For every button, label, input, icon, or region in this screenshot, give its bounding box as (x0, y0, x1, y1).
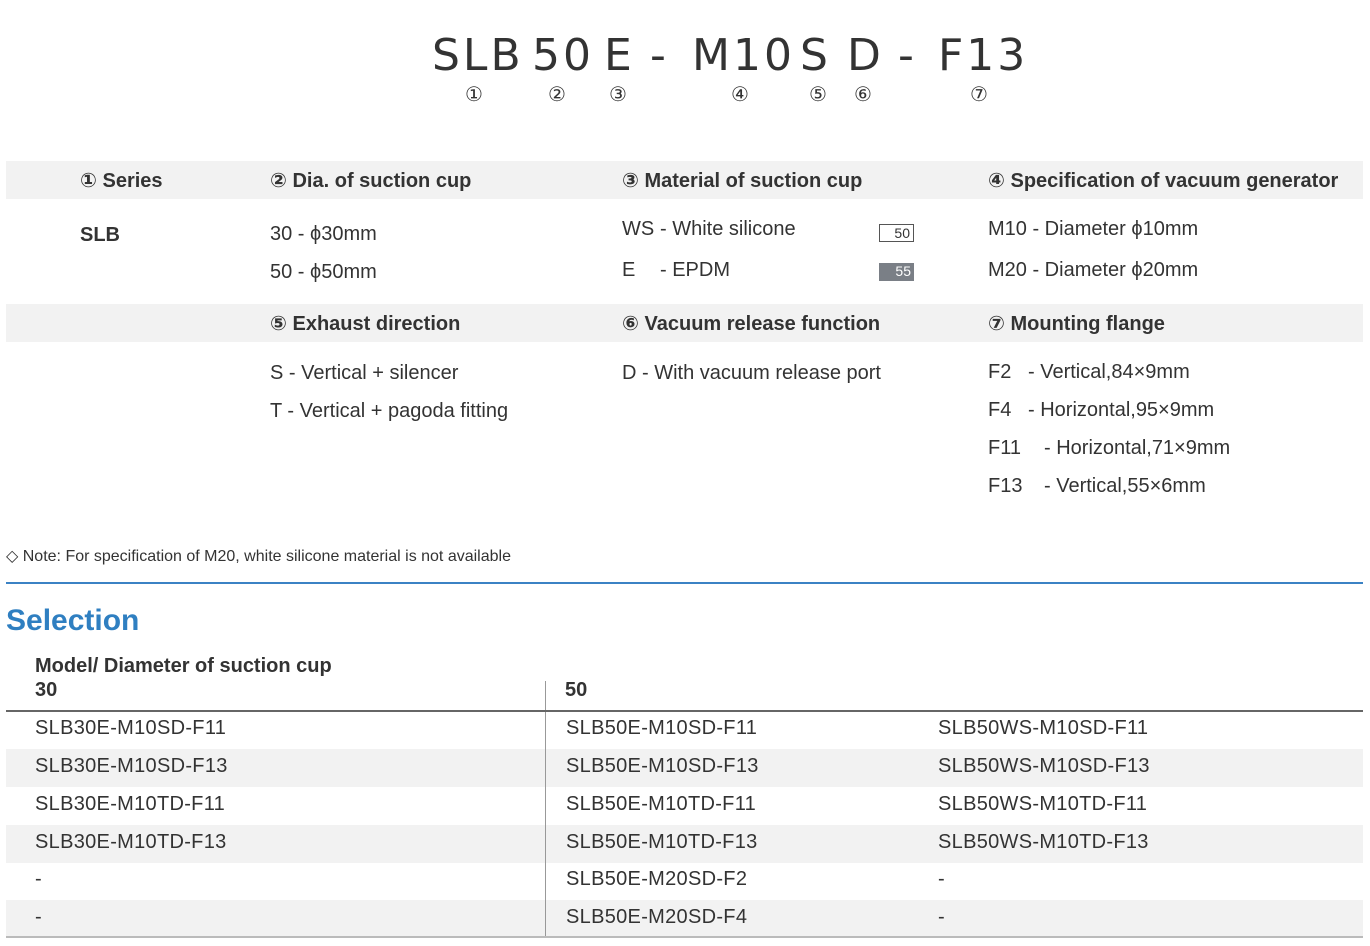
dia-option-50: 50 - ϕ50mm (270, 261, 377, 283)
code-number-2: ② (548, 82, 566, 106)
model-cell: SLB50E-M10SD-F11 (566, 717, 758, 739)
exhaust-option-t: T - Vertical + pagoda fitting (270, 400, 509, 422)
flange-label-f13: - Vertical,55×6mm (1044, 475, 1206, 497)
code-series: SLB (432, 30, 524, 81)
release-option-d: D - With vacuum release port (622, 362, 881, 384)
column-header-30: 30 (35, 679, 58, 701)
code-exhaust: S (800, 30, 831, 81)
dia-heading: ② Dia. of suction cup (270, 170, 472, 192)
code-number-4: ④ (731, 82, 749, 106)
table-row (6, 825, 1363, 863)
flange-code-f4: F4 (988, 399, 1012, 421)
code-material: E (604, 30, 635, 81)
flange-heading: ⑦ Mounting flange (988, 313, 1165, 335)
hardness-badge-55: 55 (879, 263, 914, 281)
code-dash-2: - (898, 30, 917, 81)
table-row (6, 711, 1363, 749)
table-row (6, 862, 1363, 900)
code-number-3: ③ (609, 82, 627, 106)
model-cell: - (35, 868, 42, 890)
model-cell: - (938, 868, 945, 890)
flange-code-f2: F2 (988, 361, 1012, 383)
material-label-ws: - White silicone (660, 218, 796, 240)
release-heading: ⑥ Vacuum release function (622, 313, 881, 335)
model-cell: SLB50E-M10TD-F11 (566, 793, 757, 815)
model-code (0, 30, 1370, 80)
dia-option-30: 30 - ϕ30mm (270, 223, 377, 245)
model-cell: - (938, 906, 945, 928)
table-bottom-rule (6, 936, 1363, 938)
material-code-ws: WS (622, 218, 655, 240)
code-number-1: ① (465, 82, 483, 106)
column-header-50: 50 (565, 679, 588, 701)
hardness-badge-50: 50 (879, 224, 914, 242)
spec-heading: ④ Specification of vacuum generator (988, 170, 1339, 192)
model-cell: SLB30E-M10SD-F13 (35, 755, 228, 777)
model-cell: SLB50WS-M10TD-F13 (938, 831, 1149, 853)
table-row (6, 787, 1363, 825)
spec-option-m10: M10 - Diameter ϕ10mm (988, 218, 1199, 240)
model-cell: SLB30E-M10TD-F11 (35, 793, 226, 815)
section-divider (6, 582, 1363, 584)
code-dash-1: - (650, 30, 669, 81)
material-label-e: - EPDM (660, 259, 730, 281)
flange-label-f2: - Vertical,84×9mm (1028, 361, 1190, 383)
selection-header-label: Model/ Diameter of suction cup (35, 655, 332, 677)
model-cell: SLB50WS-M10SD-F13 (938, 755, 1150, 777)
material-heading: ③ Material of suction cup (622, 170, 863, 192)
model-cell: SLB50WS-M10SD-F11 (938, 717, 1149, 739)
table-row (6, 900, 1363, 938)
table-header-rule (6, 710, 1363, 712)
code-number-5: ⑤ (809, 82, 827, 106)
code-number-7: ⑦ (970, 82, 988, 106)
spec-option-m20: M20 - Diameter ϕ20mm (988, 259, 1199, 281)
model-cell: SLB30E-M10SD-F11 (35, 717, 227, 739)
code-release: D (847, 30, 884, 81)
table-row (6, 749, 1363, 787)
model-cell: SLB50WS-M10TD-F11 (938, 793, 1148, 815)
flange-code-f11: F11 (988, 437, 1021, 459)
flange-label-f11: - Horizontal,71×9mm (1044, 437, 1231, 459)
series-value: SLB (80, 224, 120, 246)
flange-code-f13: F13 (988, 475, 1023, 497)
note-text: ◇ Note: For specification of M20, white silicone material is not available (6, 548, 511, 565)
code-number-6: ⑥ (854, 82, 872, 106)
code-dia: 50 (532, 30, 594, 81)
model-cell: SLB30E-M10TD-F13 (35, 831, 227, 853)
model-cell: SLB50E-M10TD-F13 (566, 831, 758, 853)
model-cell: SLB50E-M20SD-F2 (566, 868, 748, 890)
selection-title: Selection (6, 604, 140, 637)
exhaust-heading: ⑤ Exhaust direction (270, 313, 461, 335)
series-heading: ① Series (80, 170, 163, 192)
flange-label-f4: - Horizontal,95×9mm (1028, 399, 1215, 421)
model-cell: - (35, 906, 42, 928)
exhaust-option-s: S - Vertical + silencer (270, 362, 459, 384)
material-code-e: E (622, 259, 636, 281)
code-flange: F13 (938, 30, 1029, 81)
column-divider (545, 681, 546, 937)
code-spec: M10 (692, 30, 795, 81)
model-cell: SLB50E-M20SD-F4 (566, 906, 748, 928)
model-cell: SLB50E-M10SD-F13 (566, 755, 759, 777)
